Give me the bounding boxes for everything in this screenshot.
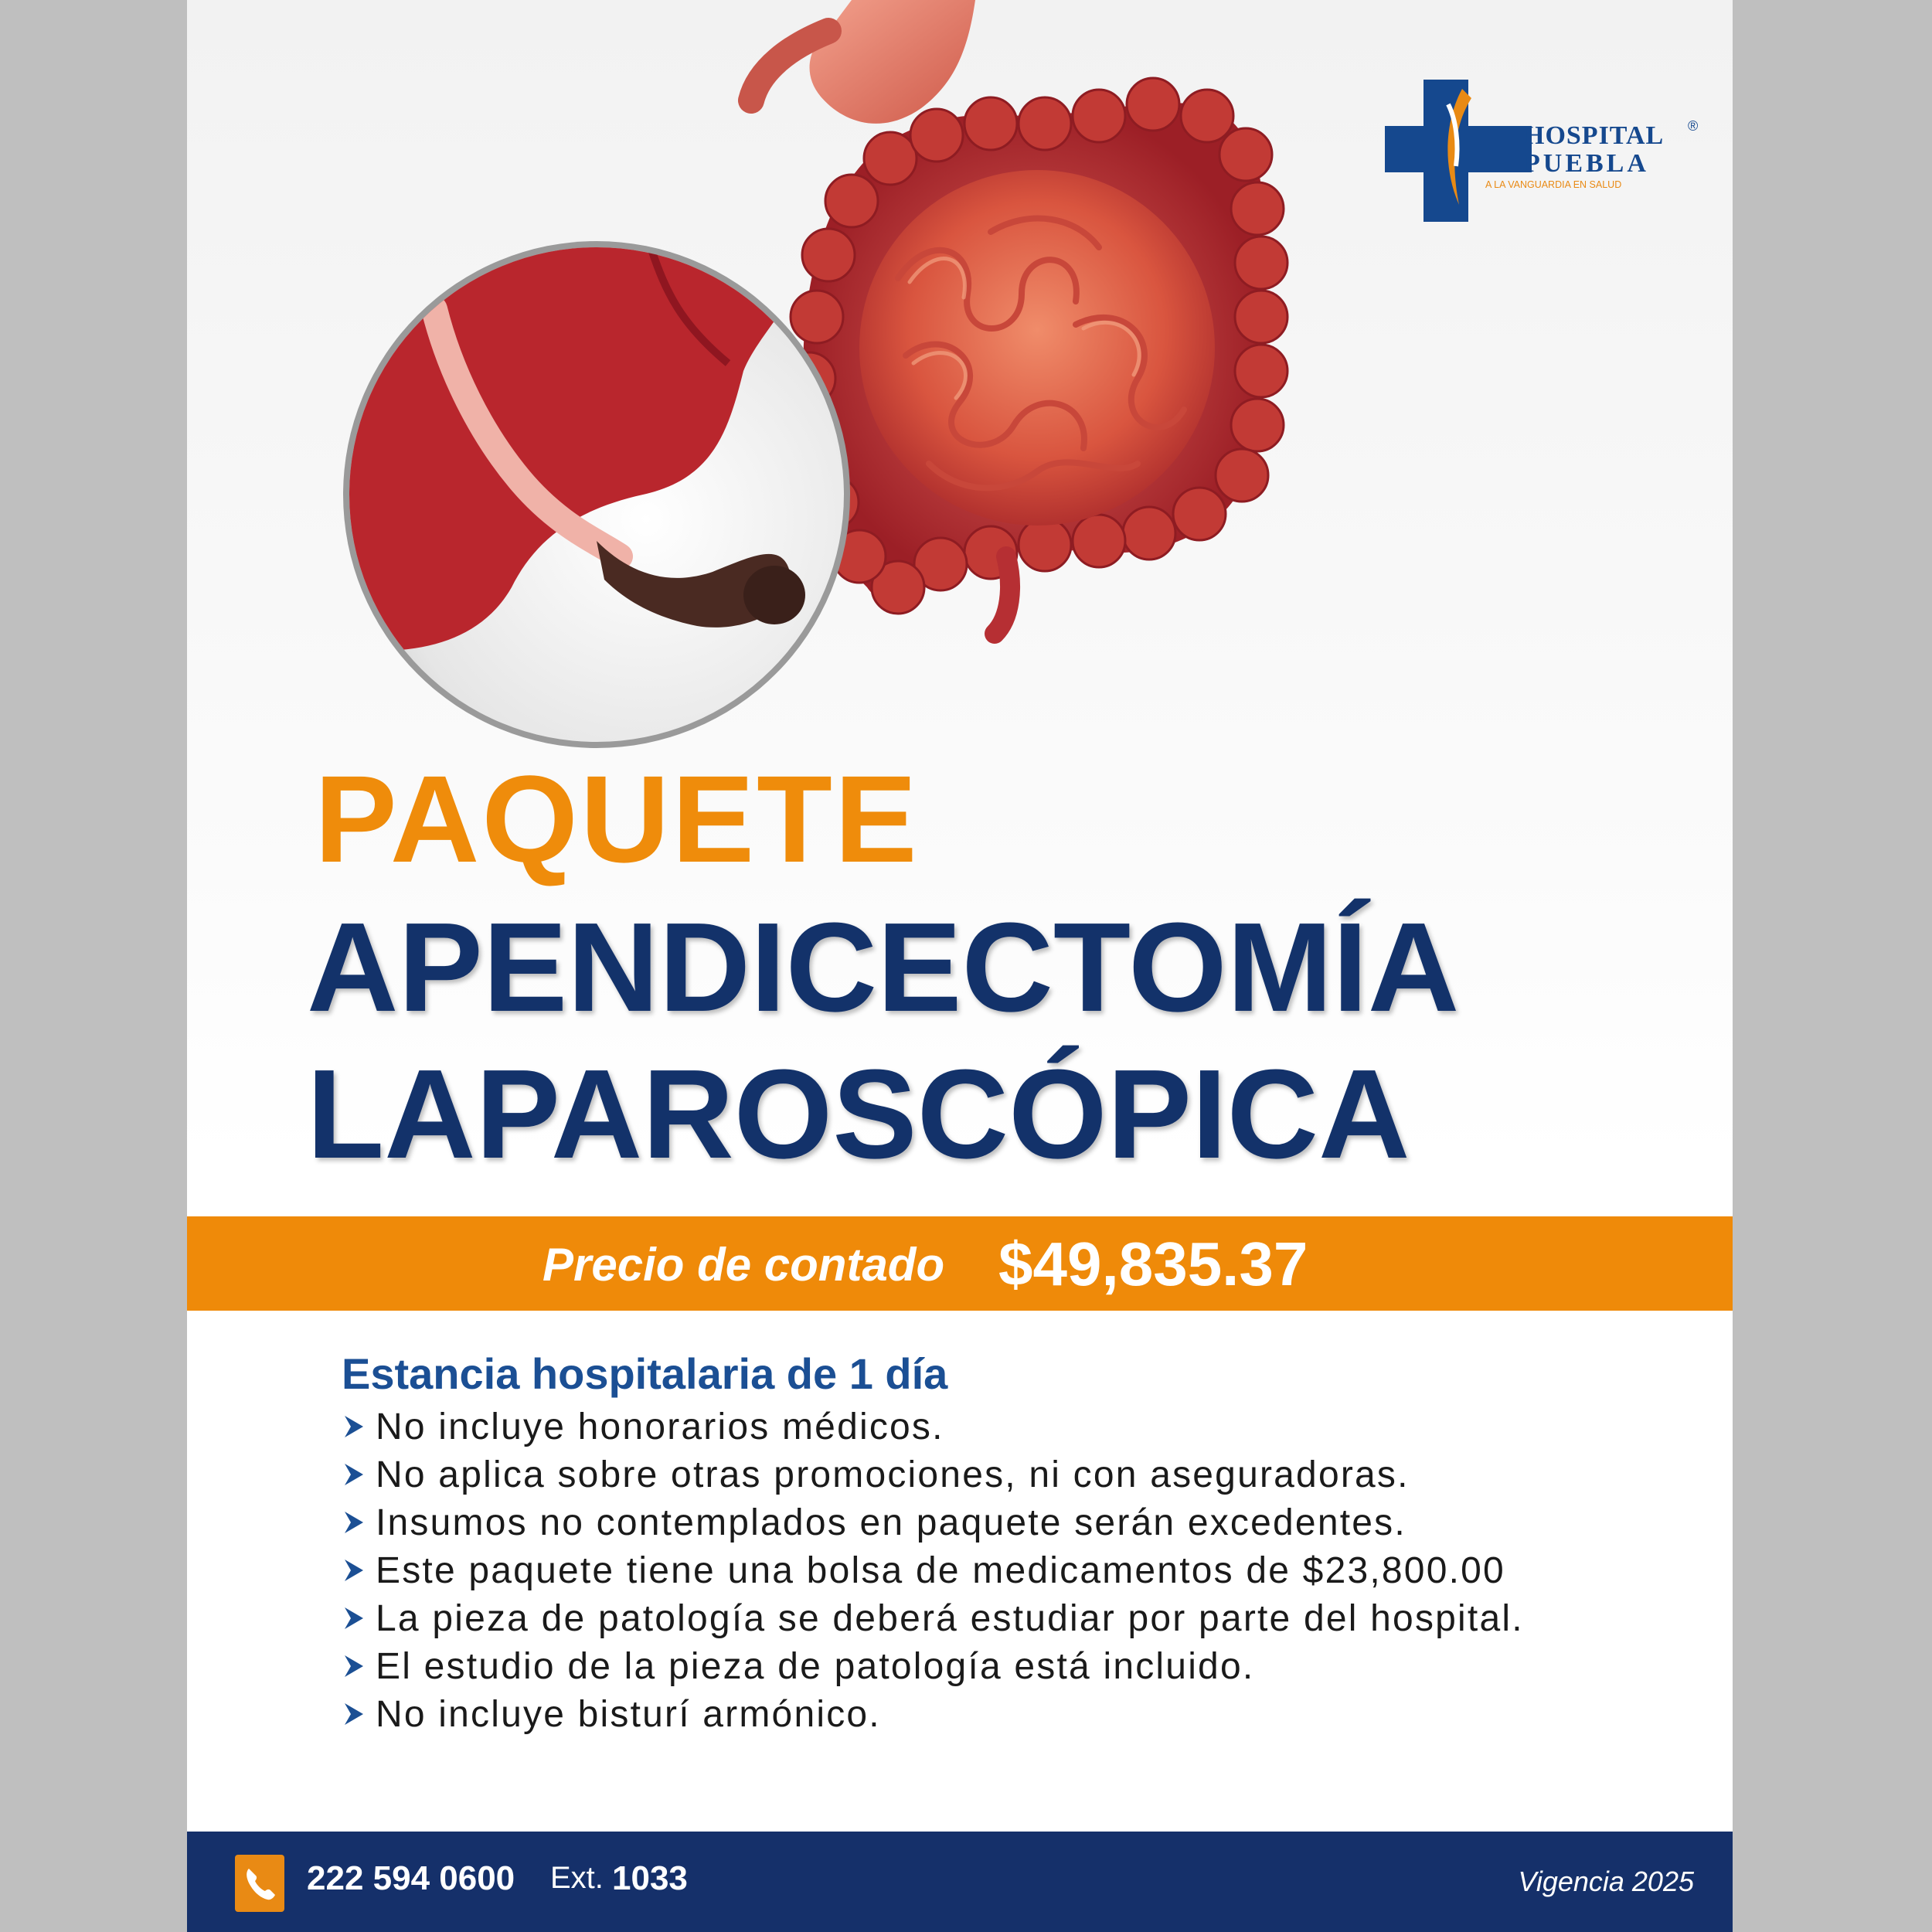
- list-item: [342, 1451, 1524, 1498]
- phone-icon: [235, 1855, 284, 1912]
- details-title: Estancia hospitalaria de 1 día: [342, 1349, 948, 1398]
- chevron-bullet-icon: [342, 1459, 369, 1490]
- phone-icon-box[interactable]: [235, 1855, 284, 1912]
- list-item-text: El estudio de la pieza de patología está incluido.: [376, 1645, 1255, 1687]
- list-item-text: Este paquete tiene una bolsa de medicamentos de $23,800.00: [376, 1549, 1505, 1591]
- chevron-bullet-icon: [342, 1651, 369, 1682]
- chevron-bullet-icon: [342, 1555, 369, 1586]
- headline-procedure-line1: APENDICECTOMÍA: [307, 896, 1460, 1038]
- price-label: Precio de contado: [543, 1239, 945, 1291]
- price-band: [187, 1216, 1733, 1311]
- chevron-bullet-icon: [342, 1507, 369, 1538]
- chevron-bullet-icon: [342, 1699, 369, 1730]
- list-item: [342, 1690, 1524, 1738]
- headline-package: PAQUETE: [315, 750, 920, 888]
- extension-number: 1033: [612, 1859, 688, 1897]
- list-item-text: No incluye bisturí armónico.: [376, 1693, 881, 1735]
- hospital-cross-logo: [1385, 73, 1532, 228]
- price-value: $49,835.37: [998, 1230, 1308, 1298]
- phone-number[interactable]: 222 594 0600: [307, 1859, 515, 1897]
- chevron-bullet-icon: [342, 1411, 369, 1442]
- contact-footer: [187, 1832, 1733, 1932]
- logo-name-line2: PUEBLA: [1524, 149, 1649, 178]
- list-item: [342, 1498, 1524, 1546]
- logo-tagline: A LA VANGUARDIA EN SALUD: [1485, 179, 1622, 190]
- list-item: [342, 1403, 1524, 1451]
- list-item-text: La pieza de patología se deberá estudiar por parte del hospital.: [376, 1597, 1524, 1639]
- list-item-text: No incluye honorarios médicos.: [376, 1406, 944, 1447]
- validity-note: Vigencia 2025: [1518, 1866, 1694, 1897]
- list-item: [342, 1546, 1524, 1594]
- extension-label: Ext.: [550, 1861, 604, 1895]
- promo-poster: [187, 0, 1733, 1932]
- logo-name-line1: HOSPITAL: [1524, 121, 1665, 150]
- list-item-text: No aplica sobre otras promociones, ni con aseguradoras.: [376, 1454, 1410, 1495]
- list-item: [342, 1642, 1524, 1690]
- list-item-text: Insumos no contemplados en paquete serán excedentes.: [376, 1502, 1406, 1543]
- logo-registered-mark: ®: [1688, 118, 1699, 134]
- chevron-bullet-icon: [342, 1603, 369, 1634]
- list-item: [342, 1594, 1524, 1642]
- conditions-list: [342, 1403, 1524, 1738]
- hospital-logo[interactable]: [1385, 73, 1709, 228]
- headline-procedure-line2: LAPAROSCÓPICA: [307, 1043, 1410, 1185]
